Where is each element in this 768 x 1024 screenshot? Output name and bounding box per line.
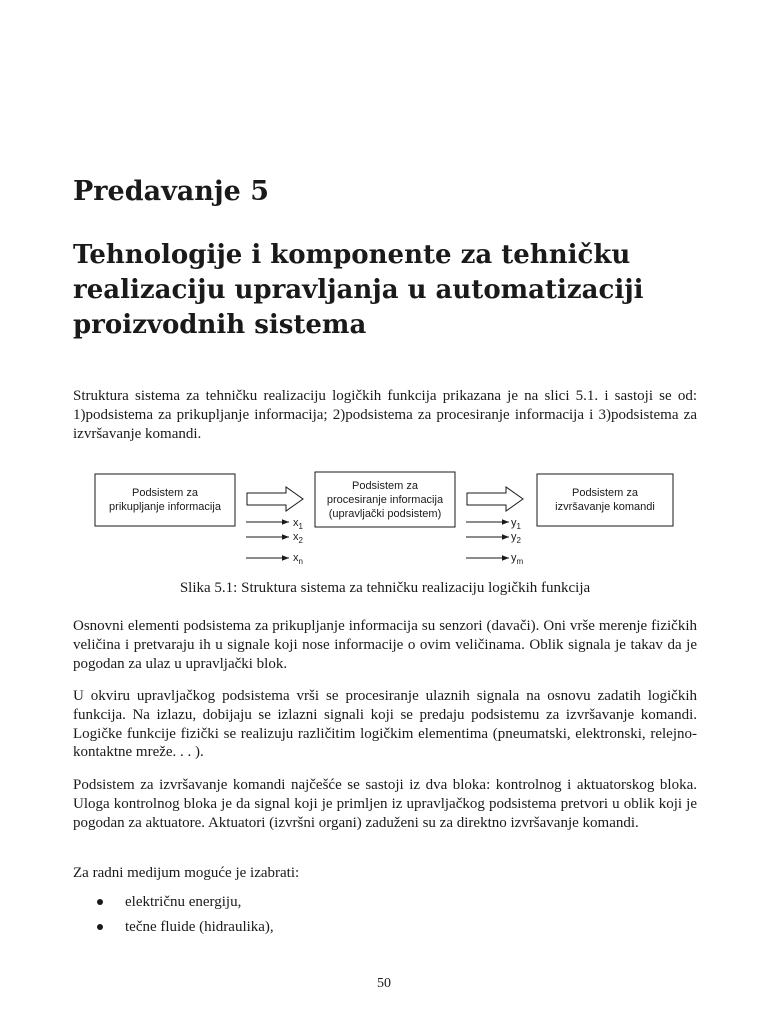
execution-box-line-2: izvršavanje komandi [555, 501, 655, 513]
list-item-text: tečne fluide (hidraulika), [125, 919, 274, 935]
acquisition-box-line-1: Podsistem za [131, 487, 199, 499]
list-item [73, 893, 673, 918]
figure-5-1 [90, 466, 690, 574]
medium-list [73, 893, 673, 943]
execution-box [537, 474, 673, 526]
bullet-dot-icon [97, 899, 103, 905]
label-xn: $x_n$ [293, 552, 303, 566]
paragraph-control: U okviru upravljačkog podsistema vrši se procesiranje ulaznih signala na osnovu zadatih logičkih funkcija. Na izlazu, dobijaju se izlazni signali koji se predaju podsistemu za izvršavanje komandi. Logičke funkcije fizički se realizuju različitim logičkim elementima (pneumatski, elektronski, relejno-kontaktne mreže. . . ). [73, 688, 697, 761]
acquisition-box-line-2: prikupljanje informacija [109, 501, 221, 513]
label-x2: $x_2$ [293, 531, 303, 545]
processing-box-line-3: (upravljački podsistem) [328, 508, 442, 520]
label-ym: $y_m$ [511, 552, 524, 566]
processing-box-line-1: Podsistem za [351, 480, 419, 492]
paragraph-medium: Za radni medijum moguće je izabrati: [73, 865, 300, 881]
hollow-arrow-2 [467, 487, 523, 511]
label-y2: $y_2$ [511, 531, 521, 545]
paragraph-execution: Podsistem za izvršavanje komandi najčešće se sastoji iz dva bloka: kontrolnog i aktuatorskog bloka. Uloga kontrolnog bloka je da signal koji je primljen iz upravljačkog podsistema pretvori u oblik koji je pogodan za aktuatore. Aktuatori (izvršni organi) zaduženi su za direktno izvršavanje komandi. [73, 777, 697, 831]
execution-box-line-1: Podsistem za [571, 487, 639, 499]
intro-paragraph: Struktura sistema za tehničku realizaciju logičkih funkcija prikazana je na slici 5.1. i sastoji se od: 1)podsistema za prikupljanje informacija; 2)podsistema za procesiranje informacija i 3)podsistema za izvršavanje komandi. [73, 388, 697, 442]
figure-caption: Slika 5.1: Struktura sistema za tehničku realizaciju logičkih funkcija [179, 580, 591, 596]
processing-box-line-2: procesiranje informacija [326, 494, 444, 506]
hollow-arrow-1 [247, 487, 303, 511]
acquisition-box [95, 474, 235, 526]
bullet-dot-icon [97, 924, 103, 930]
label-x1: $x_1$ [293, 517, 303, 531]
chapter-title: Tehnologije i komponente za tehničku realizaciju upravljanja u automatizaciji proizvodnih sistema [73, 240, 644, 340]
list-item [73, 918, 673, 943]
paragraph-sensors: Osnovni elementi podsistema za prikupljanje informacija su senzori (davači). Oni vrše merenje fizičkih veličina i pretvaraju ih u signale koji nose informacije o ovim veličinama. Oblik signala je takav da je pogodan za ulaz u upravljački blok. [73, 618, 697, 672]
structure-diagram [90, 466, 690, 574]
label-y1: $y_1$ [511, 517, 521, 531]
chapter-label: Predavanje 5 [73, 176, 270, 207]
page-number: 50 [377, 976, 391, 991]
list-item-text: električnu energiju, [125, 894, 242, 910]
